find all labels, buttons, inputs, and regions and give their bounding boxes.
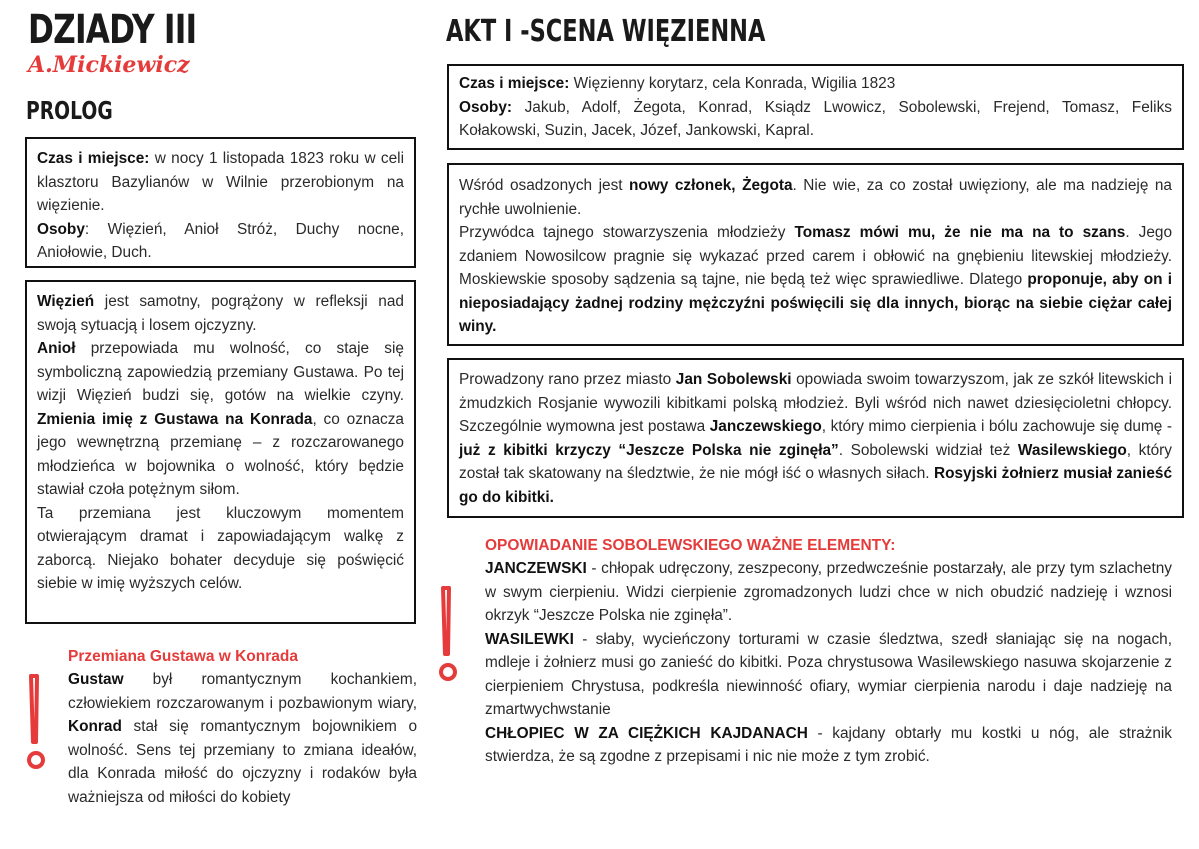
prolog-time-place <box>37 147 404 218</box>
page-title: DZIADY III <box>28 7 197 53</box>
act-setting-box <box>447 64 1184 150</box>
act-note-text: JANCZEWSKI - chłopak udręczony, zeszpecony, przedwcześnie postarzały, ale przy tym szlachetny w swym cierpieniu. Widzi cierpienie zgromadzonych ludzi chce w nich obudzić nadzieję i wznosi okrzyk “Jeszcze Polska nie zginęła”. WASILEWKI - słaby, wycieńczony torturami w czasie śledztwa, szedł słaniając się na nogach, mdleje i żołnierz musi go zanieść do kibitki. Poza chrystusowa Wasilewskiego nasuwa skojarzenie z cierpieniem Chrystusa, podkreśla niewinność ofiary, wymiar cierpienia narodu i daje nadzieję na zmartwychwstanie CHŁOPIEC W ZA CIĘŻKICH KAJDANACH - kajdany obtarły mu kostki u nóg, ale strażnik stwierdza, że są zgodne z przepisami i nic nie może z tym zrobić. <box>485 560 1172 765</box>
act-time-place: Czas i miejsce: Więzienny korytarz, cela Konrada, Wigilia 1823 <box>459 75 896 92</box>
act-zegota-box: Wśród osadzonych jest nowy członek, Żegota. Nie wie, za co został uwięziony, ale ma nadzieję na rychłe uwolnienie. Przywódca tajnego stowarzyszenia młodzieży Tomasz mówi mu, że nie ma na to szans. Jego zdaniem Nowosilcow pragnie się wykazać przed carem i obłowić na gnębieniu litewskiej młodzieży. Moskiewskie sposoby sądzenia są tajne, nie będą też więc sprawiedliwe. Dlatego proponuje, aby on i nieposiadający żadnej rodziny mężczyźni poświęcili się dla innych, biorąc na siebie ciężar całej winy. <box>447 163 1184 346</box>
exclamation-icon <box>436 584 466 688</box>
author-name: A.Mickiewicz <box>28 52 190 78</box>
act-sobolewski-box: Prowadzony rano przez miasto Jan Sobolewski opowiada swoim towarzyszom, jak ze szkół litewskich i żmudzkich Rosjanie wywozili kibitkami polską młodzież. Byli wśród nich nawet dziesięcioletni chłopcy. Szczególnie wymowna jest postawa Janczewskiego, który mimo cierpienia i bólu zachowuje się dumę - już z kibitki krzyczy “Jeszcze Polska nie zginęła”. Sobolewski widział też Wasilewskiego, który został tak skatowany na śledztwie, że nie mógł iść o własnych siłach. Rosyjski żołnierz musiał zanieść go do kibitki. <box>447 358 1184 518</box>
persons-label: Osoby <box>37 220 85 238</box>
summary-paragraph: Anioł przepowiada mu wolność, co staje się symboliczną zapowiedzią przemiany Gustawa. Po tej wizji Więzień budzi się, gotów na wielkie czyny. Zmienia imię z Gustawa na Konrada, co oznacza jego wewnętrzną przemianę – z rozczarowanego młodzieńca w bojownika o wolność, który będzie stawiał czoła potężnym siłom. <box>37 340 404 498</box>
prolog-heading: PROLOG <box>26 96 113 125</box>
exclamation-icon <box>24 672 54 776</box>
persons-text: : Więzień, Anioł Stróż, Duchy nocne, Aniołowie, Duch. <box>37 220 404 261</box>
summary-paragraph: Więzień jest samotny, pogrążony w refleksji nad swoją sytuacją i losem ojczyzny. <box>37 293 404 334</box>
time-text: w nocy 1 listopada 1823 roku w celi klasztoru Bazylianów w Wilnie przerobionym na więzienie. <box>37 150 405 214</box>
summary-paragraph: Ta przemiana jest kluczowym momentem otwierającym dramat i zapowiadającym walkę z zaborcą. Niejako bohater decyduje się poświęcić siebie w imię wyższych celów. <box>37 504 404 592</box>
act-note-heading: OPOWIADANIE SOBOLEWSKIEGO WAŻNE ELEMENTY: <box>485 537 896 554</box>
prolog-persons <box>37 218 404 265</box>
prolog-setting-box <box>25 137 416 268</box>
prolog-note-text: Gustaw był romantycznym kochankiem, człowiekiem rozczarowanym i pozbawionym wiary, Konrad stał się romantycznym bojownikiem o wolność. Sens tej przemiany to zmiana ideałów, dla Konrada miłość do ojczyzny i rodaków była ważniejsza od miłości do kobiety <box>68 671 417 806</box>
prolog-note-heading: Przemiana Gustawa w Konrada <box>68 648 298 665</box>
act-persons: Osoby: Jakub, Adolf, Żegota, Konrad, Ksiądz Lwowicz, Sobolewski, Frejend, Tomasz, Feliks Kołakowski, Suzin, Jacek, Józef, Jankowski, Kapral. <box>459 98 1172 139</box>
act-heading: AKT I -SCENA WIĘZIENNA <box>446 14 766 49</box>
time-label: Czas i miejsce: <box>37 150 150 167</box>
prolog-summary-box <box>25 280 416 624</box>
